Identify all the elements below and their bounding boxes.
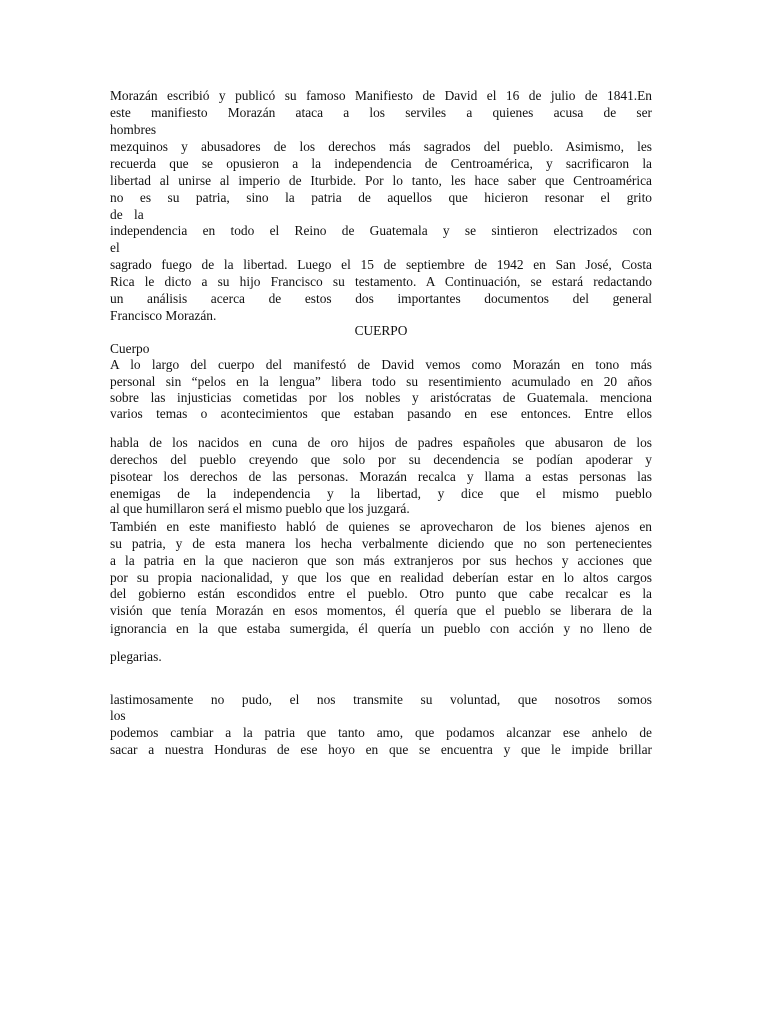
text-line: habla de los nacidos en cuna de oro hijos de padres españoles que abusaron de los [110, 435, 652, 450]
text-line: su patria, y de esta manera los hecha verbalmente diciendo que no son pertenecientes [110, 536, 652, 551]
text-line: visión que tenía Morazán en esos momentos, él quería que el pueblo se liberara de la [110, 603, 652, 618]
text-line: lastimosamente no pudo, el nos transmite su voluntad, que nosotros somos [110, 692, 652, 707]
text-line: al que humillaron será el mismo pueblo que los juzgará. [110, 501, 410, 516]
text-line: También en este manifiesto habló de quienes se aprovecharon de los bienes ajenos en [110, 519, 652, 534]
text-line: los [110, 708, 126, 723]
text-line: del gobierno están escondidos entre el pueblo. Otro punto que cabe recalcar es la [110, 586, 652, 601]
text-line: plegarias. [110, 649, 162, 664]
text-line: varios temas o acontecimientos que estaban pasando en ese entonces. Entre ellos [110, 406, 652, 421]
section-heading: CUERPO [354, 323, 408, 338]
text-line: a la patria en la que nacieron que son más extranjeros por sus hechos y acciones que [110, 553, 652, 568]
text-line: este manifiesto Morazán ataca a los serviles a quienes acusa de ser [110, 105, 652, 120]
text-line: ignorancia en la que estaba sumergida, él quería un pueblo con acción y no lleno de [110, 621, 652, 636]
text-line: hombres [110, 122, 157, 137]
text-line: sagrado fuego de la libertad. Luego el 15 de septiembre de 1942 en San José, Costa [110, 257, 652, 272]
text-line: podemos cambiar a la patria que tanto amo, que podamos alcanzar ese anhelo de [110, 725, 652, 740]
text-line: enemigas de la independencia y la libertad, y dice que el mismo pueblo [110, 486, 652, 501]
text-line: sacar a nuestra Honduras de ese hoyo en que se encuentra y que le impide brillar [110, 742, 652, 757]
text-line: recuerda que se opusieron a la independencia de Centroamérica, y sacrificaron la [110, 156, 652, 171]
text-line: un análisis acerca de estos dos importantes documentos del general [110, 291, 652, 306]
text-line: Cuerpo [110, 341, 150, 356]
text-line: sobre las injusticias cometidas por los nobles y aristócratas de Guatemala. menciona [110, 390, 652, 405]
text-line: el [110, 240, 120, 255]
text-line: por su propia nacionalidad, y que los que en realidad deberían estar en lo altos cargos [110, 570, 652, 585]
text-line: independencia en todo el Reino de Guatemala y se sintieron electrizados con [110, 223, 652, 238]
text-line: Francisco Morazán. [110, 308, 217, 323]
text-line: Rica le dicto a su hijo Francisco su testamento. A Continuación, se estará redactando [110, 274, 652, 289]
text-line: personal sin “pelos en la lengua” libera todo su resentimiento acumulado en 20 años [110, 374, 652, 389]
text-line: libertad al unirse al imperio de Iturbide. Por lo tanto, les hace saber que Centroamérica [110, 173, 652, 188]
text-line: A lo largo del cuerpo del manifestó de David vemos como Morazán en tono más [110, 357, 652, 372]
text-line: de la [110, 207, 144, 222]
text-line: mezquinos y abusadores de los derechos más sagrados del pueblo. Asimismo, les [110, 139, 652, 154]
text-line: derechos del pueblo creyendo que solo por su decendencia se podían apoderar y [110, 452, 652, 467]
text-line: no es su patria, sino la patria de aquellos que hicieron resonar el grito [110, 190, 652, 205]
text-line: pisotear los derechos de las personas. Morazán recalca y llama a estas personas las [110, 469, 652, 484]
text-line: Morazán escribió y publicó su famoso Manifiesto de David el 16 de julio de 1841.En [110, 88, 652, 103]
